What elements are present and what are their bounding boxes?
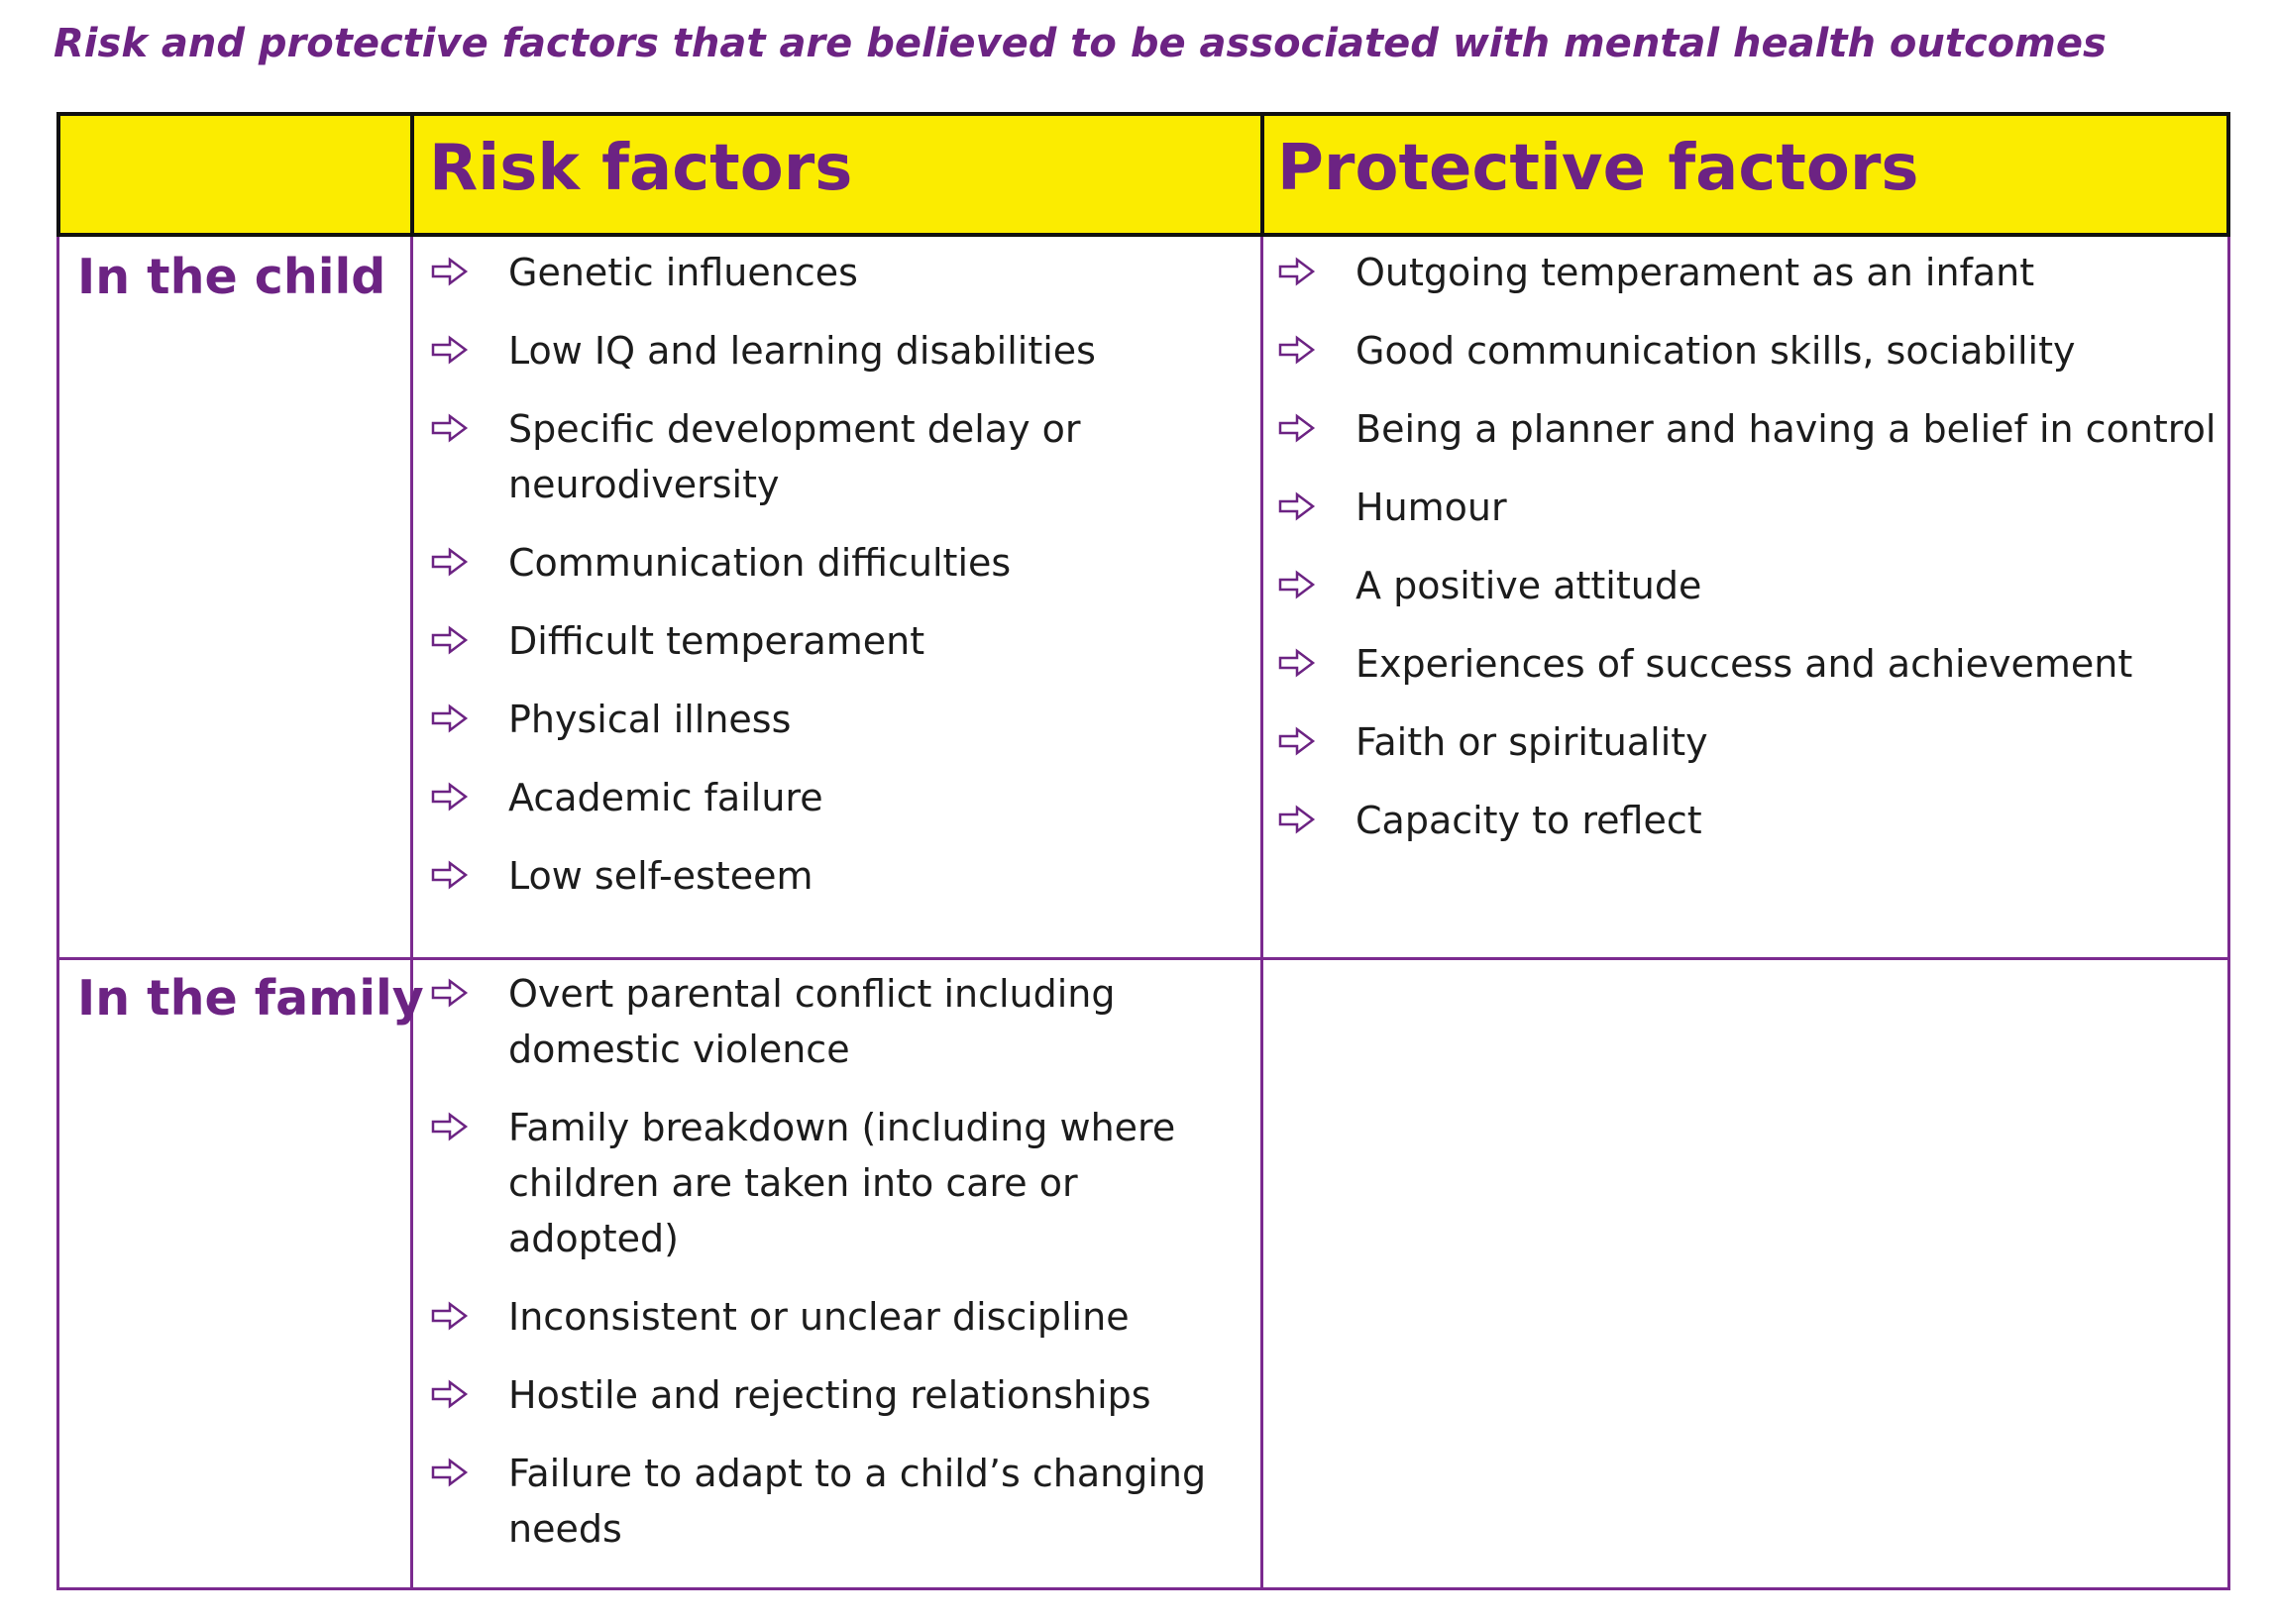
child-risk-list — [430, 245, 1243, 926]
list-item-text: Physical illness — [508, 698, 792, 741]
list-item-text: A positive attitude — [1355, 564, 1702, 607]
list-item — [430, 245, 1243, 300]
risk-protective-table — [56, 112, 2230, 1590]
list-item-text: Specific development delay or neurodiversity — [508, 407, 1081, 506]
row-header-family: In the family — [77, 970, 424, 1027]
list-item-text: Being a planner and having a belief in control — [1355, 407, 2217, 451]
list-item — [430, 1289, 1243, 1345]
column-header-protective: Protective factors — [1277, 132, 1919, 205]
list-item — [430, 535, 1243, 591]
list-item — [1277, 401, 2219, 457]
outline-right-arrow-icon — [1277, 570, 1317, 599]
list-item — [430, 692, 1243, 747]
outline-right-arrow-icon — [430, 1458, 470, 1487]
list-item-text: Faith or spirituality — [1355, 720, 1708, 764]
list-item-text: Inconsistent or unclear discipline — [508, 1295, 1130, 1339]
list-item-text: Hostile and rejecting relationships — [508, 1373, 1151, 1417]
list-item-text: Experiences of success and achievement — [1355, 642, 2133, 686]
list-item-text: Family breakdown (including where children are taken into care or adopted) — [508, 1106, 1176, 1260]
outline-right-arrow-icon — [1277, 413, 1317, 443]
list-item — [1277, 480, 2219, 535]
list-item-text: Academic failure — [508, 776, 823, 819]
column-header-risk: Risk factors — [429, 132, 853, 205]
outline-right-arrow-icon — [1277, 491, 1317, 521]
list-item — [430, 1367, 1243, 1423]
list-item — [430, 401, 1243, 512]
outline-right-arrow-icon — [430, 782, 470, 812]
list-item-text: Low self-esteem — [508, 854, 813, 898]
outline-right-arrow-icon — [430, 413, 470, 443]
outline-right-arrow-icon — [430, 704, 470, 733]
outline-right-arrow-icon — [430, 1301, 470, 1331]
outline-right-arrow-icon — [1277, 805, 1317, 834]
outline-right-arrow-icon — [430, 625, 470, 655]
list-item-text: Good communication skills, sociability — [1355, 329, 2076, 373]
list-item-text: Failure to adapt to a child’s changing needs — [508, 1452, 1207, 1551]
list-item — [1277, 245, 2219, 300]
header-left-edge — [56, 112, 60, 237]
figure-caption: Risk and protective factors that are believed to be associated with mental health outcomes — [54, 21, 2107, 66]
column-divider-1 — [410, 116, 414, 1587]
outline-right-arrow-icon — [430, 257, 470, 286]
list-item-text: Low IQ and learning disabilities — [508, 329, 1096, 373]
list-item — [430, 770, 1243, 825]
list-item — [430, 966, 1243, 1077]
row-divider — [59, 957, 2227, 960]
list-item-text: Capacity to reflect — [1355, 799, 1702, 842]
header-right-edge — [2226, 112, 2230, 237]
list-item — [430, 613, 1243, 669]
list-item-text: Humour — [1355, 486, 1507, 529]
column-divider-2 — [1260, 116, 1264, 1587]
list-item — [1277, 323, 2219, 379]
list-item — [430, 1446, 1243, 1557]
row-header-child: In the child — [77, 249, 386, 305]
outline-right-arrow-icon — [1277, 335, 1317, 365]
list-item-text: Communication difficulties — [508, 541, 1012, 585]
list-item-text: Difficult temperament — [508, 619, 925, 663]
list-item — [1277, 558, 2219, 613]
outline-right-arrow-icon — [1277, 648, 1317, 678]
list-item — [430, 1100, 1243, 1266]
outline-right-arrow-icon — [1277, 257, 1317, 286]
list-item-text: Outgoing temperament as an infant — [1355, 251, 2035, 294]
outline-right-arrow-icon — [430, 1379, 470, 1409]
list-item — [430, 323, 1243, 379]
outline-right-arrow-icon — [1277, 726, 1317, 756]
family-risk-list — [430, 966, 1243, 1579]
list-item — [1277, 636, 2219, 692]
list-item-text: Genetic influences — [508, 251, 858, 294]
list-item — [1277, 793, 2219, 848]
outline-right-arrow-icon — [430, 1112, 470, 1141]
list-item — [430, 848, 1243, 904]
outline-right-arrow-icon — [430, 335, 470, 365]
outline-right-arrow-icon — [430, 547, 470, 577]
outline-right-arrow-icon — [430, 860, 470, 890]
list-item-text: Overt parental conflict including domestic violence — [508, 972, 1116, 1071]
child-protective-list — [1277, 245, 2219, 871]
outline-right-arrow-icon — [430, 978, 470, 1008]
list-item — [1277, 714, 2219, 770]
